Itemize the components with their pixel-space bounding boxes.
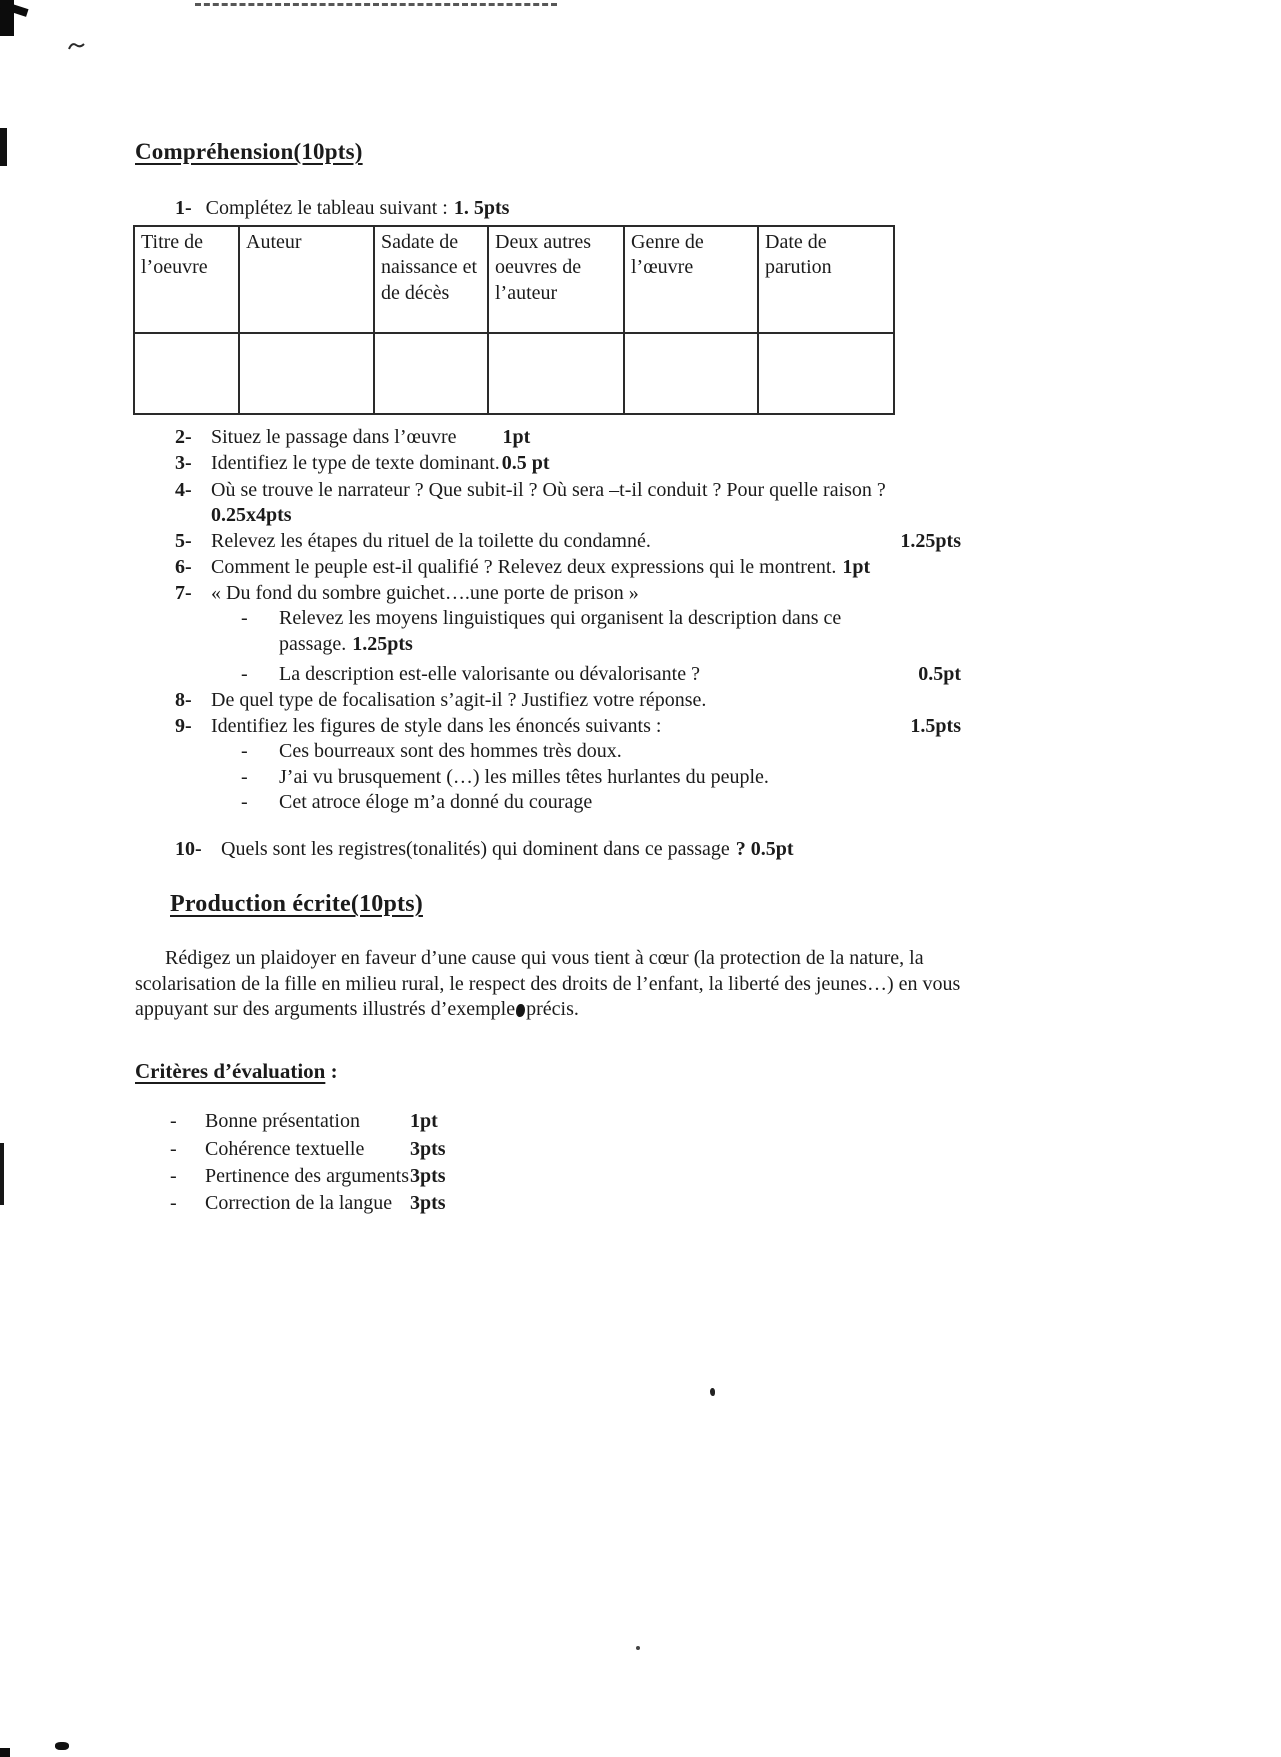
question-7-sub-1-text: Relevez les moyens linguistiques qui organisent la description dans ce passage. bbox=[279, 607, 842, 655]
question-10 bbox=[175, 837, 975, 862]
criteria-title-line bbox=[135, 1058, 975, 1084]
table-header-row bbox=[134, 226, 894, 333]
criteria-item-3-points: 3pts bbox=[410, 1164, 446, 1187]
scan-artifact-top-dashed-line bbox=[195, 3, 557, 6]
question-10-points: ? 0.5pt bbox=[735, 837, 794, 860]
criteria-item-1-points: 1pt bbox=[410, 1110, 438, 1133]
table-header-oeuvres: Deux autres oeuvres de l’auteur bbox=[488, 226, 624, 333]
table-empty-cell bbox=[488, 333, 624, 414]
table-empty-cell bbox=[374, 333, 488, 414]
question-8 bbox=[175, 688, 975, 713]
bullet-dash: - bbox=[241, 662, 248, 685]
question-1-number: 1- bbox=[175, 196, 192, 219]
criteria-item-1 bbox=[170, 1109, 975, 1134]
question-1-points: 1. 5pts bbox=[453, 196, 510, 219]
bullet-dash: - bbox=[170, 1191, 177, 1214]
table-empty-cell bbox=[239, 333, 374, 414]
scan-squiggle-artifact bbox=[68, 34, 86, 46]
scan-artifact-bottom-mark bbox=[55, 1742, 69, 1750]
criteria-item-2 bbox=[170, 1137, 975, 1162]
criteria-item-2-points: 3pts bbox=[410, 1137, 446, 1160]
question-5-number: 5- bbox=[175, 529, 192, 552]
scan-artifact-bottom-mark bbox=[0, 1748, 10, 1757]
scan-artifact-dot bbox=[636, 1646, 640, 1650]
question-4-text: Où se trouve le narrateur ? Que subit-il ? Où sera –t-il conduit ? Pour quelle raison ? bbox=[211, 478, 886, 501]
table-header-parution: Date de parution bbox=[758, 226, 894, 333]
question-9-item-1 bbox=[241, 739, 975, 764]
question-8-text: De quel type de focalisation s’agit-il ? Justifiez votre réponse. bbox=[211, 689, 707, 712]
question-2-text: Situez le passage dans l’œuvre bbox=[211, 426, 457, 449]
question-9-number: 9- bbox=[175, 715, 192, 738]
bullet-dash: - bbox=[241, 790, 248, 813]
criteria-list bbox=[135, 1109, 975, 1216]
comprehension-section-title: Compréhension(10pts) bbox=[135, 139, 363, 164]
scan-artifact-edge-bar bbox=[0, 1143, 4, 1205]
question-9-item-3-text: Cet atroce éloge m’a donné du courage bbox=[279, 790, 593, 813]
question-3 bbox=[175, 451, 975, 476]
scan-artifact-corner-mark bbox=[0, 0, 29, 17]
question-1 bbox=[175, 196, 975, 221]
bullet-dash: - bbox=[241, 740, 248, 763]
question-2-number: 2- bbox=[175, 426, 192, 449]
table-empty-cell bbox=[134, 333, 239, 414]
scan-artifact-dot bbox=[710, 1388, 715, 1396]
question-9-text: Identifiez les figures de style dans les énoncés suivants : bbox=[211, 715, 662, 738]
table-empty-cell bbox=[624, 333, 758, 414]
table-header-genre: Genre de l’œuvre bbox=[624, 226, 758, 333]
question-4-number: 4- bbox=[175, 478, 192, 501]
question-2-points: 1pt bbox=[502, 426, 531, 449]
criteria-item-3 bbox=[170, 1164, 975, 1189]
table-header-dates: Sadate de naissance et de décès bbox=[374, 226, 488, 333]
question-4-points: 0.25x4pts bbox=[211, 503, 292, 526]
criteria-item-4-points: 3pts bbox=[410, 1191, 446, 1214]
ink-blot-artifact bbox=[516, 1004, 525, 1017]
question-7-text: « Du fond du sombre guichet….une porte de prison » bbox=[211, 582, 639, 605]
question-7-sub-2-text: La description est-elle valorisante ou dévalorisante ? bbox=[279, 662, 700, 685]
criteria-item-4-label: Correction de la langue bbox=[205, 1191, 393, 1214]
question-9-item-3 bbox=[241, 790, 975, 815]
production-paragraph-text-end: précis. bbox=[526, 997, 579, 1020]
production-paragraph-text: Rédigez un plaidoyer en faveur d’une cause qui vous tient à cœur (la protection de la nature, la scolarisation de la fille en milieu rural, le respect des droits de l’enfant, la liberté des jeunes…) en vous appuyant sur des arguments illustrés d’exemple bbox=[135, 947, 961, 1020]
question-1-text: Complétez le tableau suivant : bbox=[205, 196, 448, 219]
document-content bbox=[135, 138, 975, 1216]
question-9-points: 1.5pts bbox=[910, 715, 961, 738]
question-5-points: 1.25pts bbox=[900, 529, 961, 552]
question-list bbox=[135, 425, 975, 862]
production-section-title: Production écrite(10pts) bbox=[170, 891, 423, 918]
question-3-points: 0.5 pt bbox=[501, 452, 550, 475]
question-6-text: Comment le peuple est-il qualifié ? Relevez deux expressions qui le montrent. bbox=[211, 556, 837, 579]
scan-artifact-corner-mark bbox=[0, 0, 14, 36]
criteria-item-3-label: Pertinence des arguments bbox=[205, 1164, 410, 1187]
bullet-dash: - bbox=[241, 607, 248, 630]
criteria-item-4 bbox=[170, 1191, 975, 1216]
scan-artifact-edge-bar bbox=[0, 128, 7, 166]
criteria-title-colon: : bbox=[325, 1058, 338, 1083]
production-paragraph bbox=[135, 946, 973, 1022]
question-7 bbox=[175, 581, 975, 687]
question-9-item-2 bbox=[241, 765, 975, 790]
question-7-sub-1 bbox=[241, 606, 975, 656]
question-7-sub-2-points: 0.5pt bbox=[918, 662, 961, 685]
bullet-dash: - bbox=[241, 765, 248, 788]
question-9-item-1-text: Ces bourreaux sont des hommes très doux. bbox=[279, 740, 622, 763]
criteria-item-2-label: Cohérence textuelle bbox=[205, 1137, 365, 1160]
table-header-auteur: Auteur bbox=[239, 226, 374, 333]
table-header-titre: Titre de l’oeuvre bbox=[134, 226, 239, 333]
question-6-points: 1pt bbox=[842, 556, 871, 579]
table-empty-cell bbox=[758, 333, 894, 414]
table-empty-row bbox=[134, 333, 894, 414]
question-9-item-2-text: J’ai vu brusquement (…) les milles têtes hurlantes du peuple. bbox=[279, 765, 769, 788]
question-5 bbox=[175, 529, 975, 554]
question-7-sub-1-points: 1.25pts bbox=[352, 632, 413, 655]
question-8-number: 8- bbox=[175, 689, 192, 712]
question-9 bbox=[175, 714, 975, 815]
question-10-text: Quels sont les registres(tonalités) qui dominent dans ce passage bbox=[221, 837, 730, 860]
question-4 bbox=[175, 478, 975, 528]
bullet-dash: - bbox=[170, 1164, 177, 1187]
bullet-dash: - bbox=[170, 1110, 177, 1133]
question-3-number: 3- bbox=[175, 452, 192, 475]
question-6 bbox=[175, 555, 975, 580]
question-2 bbox=[175, 425, 975, 450]
criteria-title: Critères d’évaluation bbox=[135, 1058, 326, 1083]
question-7-sub-2 bbox=[241, 662, 975, 687]
criteria-item-1-label: Bonne présentation bbox=[205, 1110, 360, 1133]
bullet-dash: - bbox=[170, 1137, 177, 1160]
completion-table bbox=[133, 225, 895, 415]
question-7-number: 7- bbox=[175, 582, 192, 605]
question-3-text: Identifiez le type de texte dominant. bbox=[211, 452, 500, 475]
question-10-number: 10- bbox=[175, 837, 202, 860]
question-5-text: Relevez les étapes du rituel de la toilette du condamné. bbox=[211, 529, 651, 552]
question-6-number: 6- bbox=[175, 556, 192, 579]
